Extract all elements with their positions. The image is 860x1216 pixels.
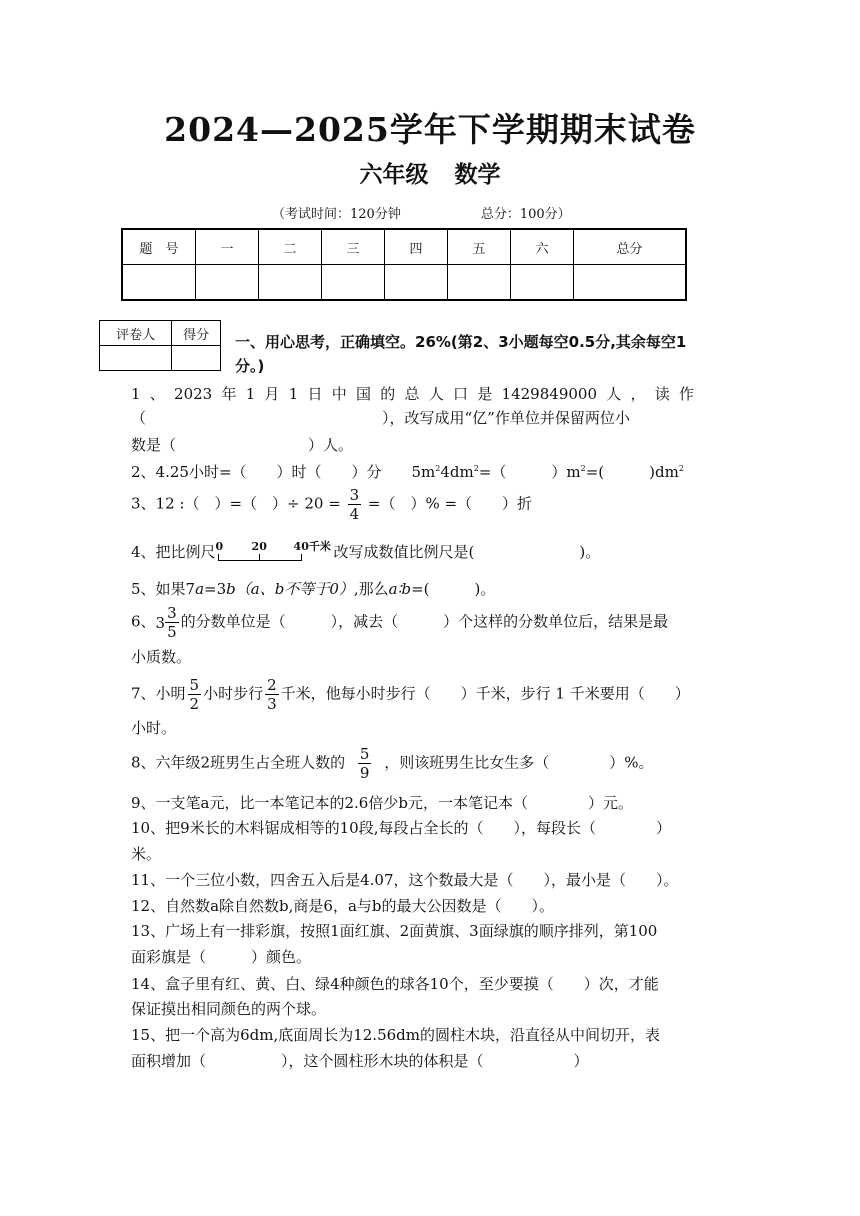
grader-table [99, 320, 221, 371]
score-table [121, 228, 687, 301]
score-row-label: 题 号 [122, 229, 196, 265]
grade-label: 六年级 [359, 162, 429, 188]
reviewer-label: 评卷人 [100, 321, 172, 346]
q7-fraction-1 [188, 676, 202, 713]
q7-fraction-2 [265, 676, 279, 713]
q3-pre: 3、12 :（ ）=（ ）÷ 20 = [131, 494, 341, 513]
q2-sup: 2 [678, 464, 684, 473]
question-9: 9、一支笔a元，比一本笔记本的2.6倍少b元，一本笔记本（ ）元。 [131, 794, 633, 812]
scale-tick-20: 20 [251, 540, 267, 553]
question-14-line-2: 保证摸出相同颜色的两个球。 [131, 1000, 327, 1018]
reviewer-cell[interactable] [100, 346, 172, 371]
subject-label: 数学 [454, 162, 501, 188]
q5-text: =( )。 [411, 580, 496, 598]
score-cell[interactable] [172, 346, 221, 371]
question-13-line-1: 13、广场上有一排彩旗，按照1面红旗、2面黄旗、3面绿旗的顺序排列，第100 [131, 922, 658, 940]
score-table-header [122, 229, 686, 265]
q2-sup: 2 [435, 464, 441, 473]
section-1-heading: 一、用心思考，正确填空。26%(第2、3小题每空0.5分,其余每空1分。) [235, 333, 687, 375]
scale-bar [216, 541, 334, 565]
score-col-6: 六 [511, 229, 574, 265]
score-cell[interactable] [196, 265, 259, 301]
question-1-line-3 [131, 433, 731, 457]
fraction-denominator: 9 [359, 764, 370, 782]
q3-post: =（ ）% =（ ）折 [367, 494, 533, 513]
q1-open: （ [131, 409, 147, 427]
question-4 [131, 540, 731, 565]
q8-post: ，则该班男生比女生多（ ）%。 [384, 753, 654, 772]
q7-post: 千米，他每小时步行（ ）千米，步行 1 千米要用（ ） [280, 684, 690, 703]
q2-sup: 2 [473, 464, 479, 473]
question-6 [131, 604, 731, 641]
fraction-numerator: 3 [349, 486, 360, 504]
q6-pre: 6、 [131, 612, 156, 631]
q8-pre: 8、六年级2班男生占全班人数的 [131, 753, 346, 772]
score-table-blank-row [122, 265, 686, 301]
question-5 [131, 577, 731, 601]
score-col-5: 五 [448, 229, 511, 265]
q2-text: =（ ）m [478, 463, 581, 481]
score-cell[interactable] [385, 265, 448, 301]
fraction-numerator: 5 [189, 676, 200, 694]
fraction-denominator: 5 [167, 623, 177, 641]
question-7-line-2: 小时。 [131, 719, 177, 737]
score-cell[interactable] [122, 265, 196, 301]
question-12: 12、自然数a除自然数b,商是6，a与b的最大公因数是（ ）。 [131, 897, 554, 915]
q2-text: 4dm [440, 463, 474, 481]
q5-var: a [195, 580, 205, 598]
q5-text: 5、如果7 [131, 580, 196, 598]
score-col-2: 二 [259, 229, 322, 265]
score-col-3: 三 [322, 229, 385, 265]
question-10-line-1: 10、把9米长的木料锯成相等的10段,每段占全长的（ ），每段长（ ） [131, 819, 671, 837]
fraction-numerator: 5 [359, 745, 370, 763]
score-col-total: 总分 [574, 229, 687, 265]
question-10-line-2: 米。 [131, 845, 162, 863]
question-8 [131, 745, 731, 782]
question-1-line-2 [131, 406, 701, 430]
fraction-numerator: 3 [167, 604, 177, 622]
exam-info [272, 203, 571, 222]
question-15-line-1: 15、把一个高为6dm,底面周长为12.56dm的圆柱木块，沿直径从中间切开，表 [131, 1026, 660, 1044]
score-cell[interactable] [259, 265, 322, 301]
question-15-line-2: 面积增加（ ），这个圆柱形木块的体积是（ ） [131, 1052, 589, 1070]
exam-total: 总分：100分） [480, 207, 571, 222]
q1-post: ）人。 [308, 436, 354, 454]
mixed-whole: 3 [155, 613, 166, 632]
q7-mid: 小时步行 [203, 684, 264, 703]
score-cell[interactable] [574, 265, 687, 301]
fraction-numerator: 2 [267, 676, 277, 694]
q4-pre: 4、把比例尺 [131, 543, 216, 561]
question-6-line-2: 小质数。 [131, 648, 192, 666]
q5-text: ,那么 [353, 580, 389, 598]
q3-fraction [348, 486, 362, 523]
question-14-line-1: 14、盒子里有红、黄、白、绿4种颜色的球各10个，至少要摸（ ）次，才能 [131, 975, 659, 993]
fraction-denominator: 3 [267, 695, 277, 713]
q1-rest: ），改写成用“亿”作单位并保留两位小 [382, 409, 630, 427]
question-11: 11、一个三位小数，四舍五入后是4.07，这个数最大是（ ），最小是（ ）。 [131, 871, 679, 889]
q2-text: =( )dm [585, 463, 679, 481]
q6-mixed-number [156, 604, 181, 641]
question-2 [131, 457, 731, 484]
q8-fraction [358, 745, 372, 782]
score-label: 得分 [172, 321, 221, 346]
q5-ratio: a∶b [388, 580, 412, 598]
question-13-line-2: 面彩旗是（ ）颜色。 [131, 948, 312, 966]
scale-tick-40: 40千米 [293, 540, 331, 553]
exam-time: （考试时间：120分钟 [272, 207, 401, 222]
q2-sup: 2 [580, 464, 586, 473]
scale-tick-0: 0 [215, 540, 224, 553]
score-cell[interactable] [448, 265, 511, 301]
q6-text: 的分数单位是（ ），减去（ ）个这样的分数单位后，结果是最 [180, 612, 669, 631]
q2-text: 2、4.25小时=（ ）时（ ）分 5m [131, 463, 436, 481]
q7-pre: 7、小明 [131, 684, 186, 703]
q5-text: =3 [204, 580, 227, 598]
fraction-denominator: 2 [189, 695, 200, 713]
question-3 [131, 486, 731, 523]
question-7 [131, 676, 731, 713]
score-cell[interactable] [322, 265, 385, 301]
q1-pre: 数是（ [131, 436, 177, 454]
score-col-4: 四 [385, 229, 448, 265]
question-1-line-1: 1、2023年1月1日中国的总人口是1429849000人，读作 [131, 385, 694, 403]
q5-var: b（a、b不等于0） [226, 580, 354, 598]
q4-post: 改写成数值比例尺是( )。 [333, 543, 601, 561]
score-cell[interactable] [511, 265, 574, 301]
exam-subtitle [0, 156, 860, 189]
fraction-denominator: 4 [349, 505, 360, 523]
exam-title: 2024—2025学年下学期期末试卷 [164, 110, 696, 149]
score-col-1: 一 [196, 229, 259, 265]
